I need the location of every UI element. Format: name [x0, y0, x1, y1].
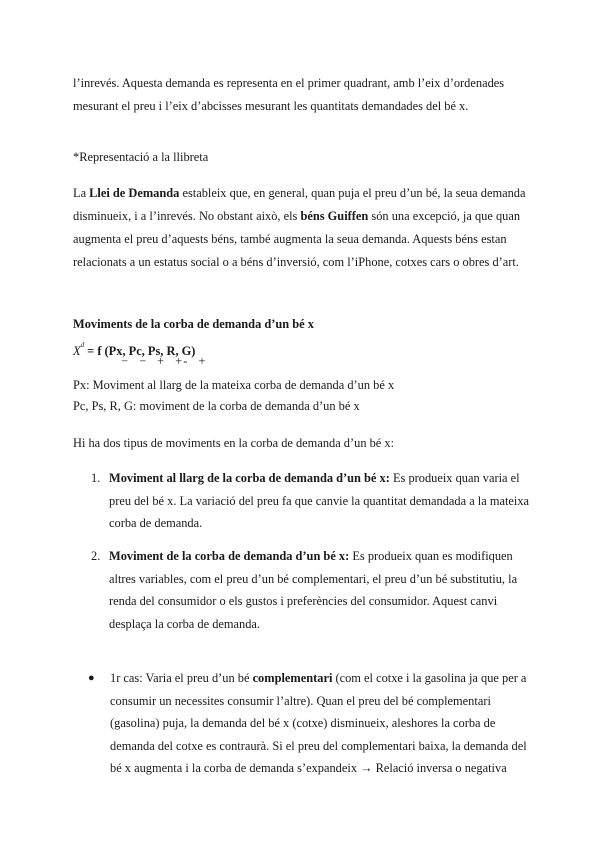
- law-term: Llei de Demanda: [89, 186, 180, 200]
- paragraph-law-of-demand: [73, 182, 533, 274]
- law-pre: La: [73, 186, 90, 200]
- note-representation: *Representació a la llibreta: [73, 150, 209, 164]
- list-item-title: Moviment de la corba de demanda d’un bé x: [109, 549, 346, 563]
- formula-sup: d: [80, 341, 85, 349]
- list-item-title: Moviment al llarg de la corba de demanda d’un bé x: [109, 471, 386, 485]
- law-mid: estableix que, en general, quan puja el preu d’un bé, la seua demanda disminueix, i a l’inrevés. No obstant això, els: [73, 186, 526, 223]
- intro-line: Hi ha dos tipus de moviments en la corba de demanda d’un bé x:: [73, 436, 395, 450]
- formula-signs: − − + +- +: [121, 354, 207, 368]
- law-post: són una excepció, ja que quan augmenta el preu d’aquests béns, també augmenta la seua demanda. Aquests béns estan relacionats a un estatus social o a béns d’inversió, com l’iPhone, cotxes cars o obres d’art.: [73, 209, 521, 269]
- document-page: l’inrevés. Aquesta demanda es representa en el primer quadrant, amb l’eix d’ordenades mesurant el preu i l’eix d’abcisses mesurant les quantitats demandades del bé x. *Representació a la llibreta La Llei de Demanda estableix que, en general, quan puja el preu d’un bé, la seua demanda disminueix, i a l’inrevés. No obstant això, els béns Guiffen són una excepció, ja que quan augmenta el preu d’aquests béns, també augmenta la seua demanda. Aquests béns estan relacionats a un estatus social o a béns d’inversió, com l’iPhone, cotxes cars o obres d’art. Moviments de la corba de demanda d’un bé x $X^d = f$ (Px, Pc, Ps, R, G) − − + +- + Px: Moviment al llarg de la mateixa corba de demanda d’un bé x Pc, Ps, R, G: moviment de la corba de demanda d’un bé x Hi ha dos tipus de moviments en la corba de demanda d’un bé x: 1. Moviment al llarg de la corba de demanda d’un bé x: Es produeix quan varia el preu del bé x. La variació del preu fa que canvie la quantitat demandada a la mateixa corba de demanda. 2. Moviment de la corba de demanda d’un bé x: Es produeix quan es modifiquen altres variables, com el preu d’un bé complementari, el preu d’un bé substitutiu, la renda del consumidor o els gustos i preferències del consumidor. Aquest canvi desplaça la corba de demanda. ● 1r cas: Varia el preu d’un bé complementari (com el cotxe i la gasolina ja que per a consumir un necessites consumir l’altre). Quan el preu del bé complementari (gasolina) puja, la demanda del bé x (cotxe) disminueix, aleshores la corba de demanda del cotxe es contraurà. Si el preu del complementari baixa, la demanda del bé x augmenta i la corba de demanda s’expandeix → Relació inversa o negativa: [0, 0, 600, 848]
- list-item-text: Es produeix quan es modifiquen altres variables, com el preu d’un bé complementari, el preu d’un bé substitutiu, la renda del consumidor o els gustos i preferències del consumidor. Aquest canvi desplaça la corba de demanda.: [109, 549, 518, 631]
- others-line: Pc, Ps, R, G: moviment de la corba de demanda d’un bé x: [73, 399, 360, 413]
- bullet-post: (com el cotxe i la gasolina ja que per a consumir un necessites consumir l’altre). Quan el preu del bé complementari (gasolina) puja, la demanda del bé x (cotxe) disminueix, aleshores la corba de demanda del cotxe es contraurà. Si el preu del complementari baixa, la demanda del bé x augmenta i la corba de demanda s’expandeix → Relació inversa o negativa: [110, 671, 527, 775]
- formula-x: X: [73, 344, 81, 358]
- list-number: 2.: [91, 549, 101, 563]
- paragraph-top: l’inrevés. Aquesta demanda es representa en el primer quadrant, amb l’eix d’ordenades mesurant el preu i l’eix d’abcisses mesurant les quantitats demandades del bé x.: [73, 76, 505, 113]
- law-term-giffen: béns Guiffen: [300, 209, 369, 223]
- formula-rest: = f (Px, Pc, Ps, R, G): [84, 344, 196, 358]
- px-line: Px: Moviment al llarg de la mateixa corba de demanda d’un bé x: [73, 378, 395, 392]
- bullet-term: complementari: [252, 671, 333, 685]
- bullet-icon: ●: [88, 672, 95, 684]
- bullet-pre: 1r cas: Varia el preu d’un bé: [110, 671, 253, 685]
- section-heading: Moviments de la corba de demanda d’un bé x: [73, 317, 314, 331]
- list-item-text: Es produeix quan varia el preu del bé x. La variació del preu fa que canvie la quantitat demandada a la mateixa corba de demanda.: [109, 471, 530, 530]
- list-number: 1.: [91, 471, 101, 485]
